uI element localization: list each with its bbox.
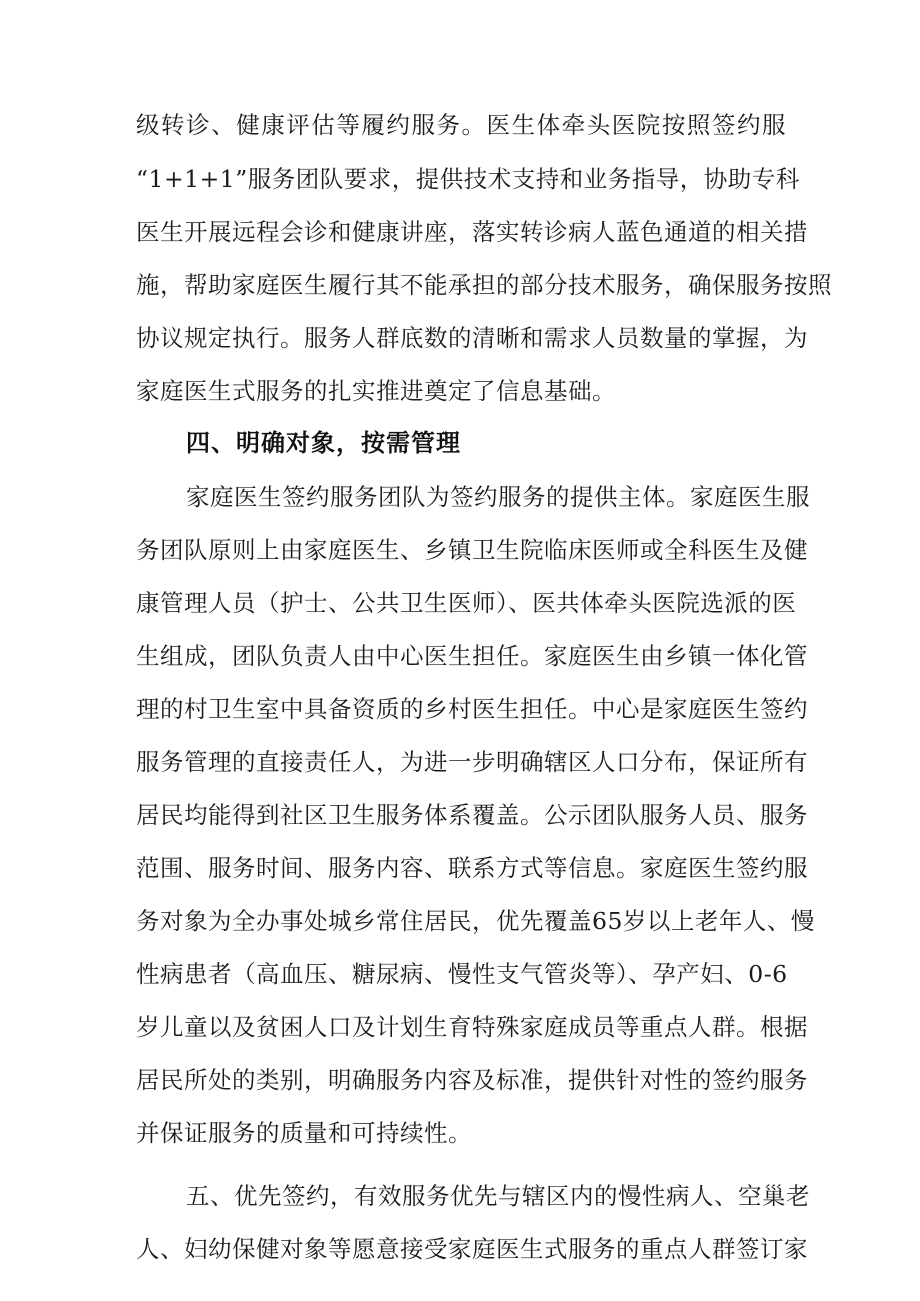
paragraph-1-line-2: “1+1+1”服务团队要求，提供技术支持和业务指导，协助专科 <box>136 165 800 193</box>
paragraph-2-line-9: 务对象为全办事处城乡常住居民，优先覆盖65岁以上老年人、慢 <box>136 907 815 935</box>
paragraph-1-line-6: 家庭医生式服务的扎实推进奠定了信息基础。 <box>136 377 616 405</box>
paragraph-2-line-5: 理的村卫生室中具备资质的乡村医生担任。中心是家庭医生签约 <box>136 695 808 723</box>
paragraph-2-line-2: 务团队原则上由家庭医生、乡镇卫生院临床医师或全科医生及健 <box>136 536 808 564</box>
paragraph-1-line-3: 医生开展远程会诊和健康讲座，落实转诊病人蓝色通道的相关措 <box>136 218 808 246</box>
paragraph-3-line-2: 人、妇幼保健对象等愿意接受家庭医生式服务的重点人群签订家 <box>136 1235 808 1263</box>
paragraph-2-line-12: 居民所处的类别，明确服务内容及标准，提供针对性的签约服务 <box>136 1066 808 1094</box>
paragraph-2-line-13: 并保证服务的质量和可持续性。 <box>136 1119 472 1147</box>
paragraph-2-line-4: 生组成，团队负责人由中心医生担任。家庭医生由乡镇一体化管 <box>136 642 808 670</box>
paragraph-2-line-6: 服务管理的直接责任人，为进一步明确辖区人口分布，保证所有 <box>136 748 808 776</box>
paragraph-2-line-10: 性病患者（高血压、糖尿病、慢性支气管炎等）、孕产妇、0-6 <box>136 960 788 988</box>
paragraph-3-line-1: 五、优先签约，有效服务优先与辖区内的慢性病人、空巢老 <box>186 1182 810 1210</box>
paragraph-1-line-4: 施，帮助家庭医生履行其不能承担的部分技术服务，确保服务按照 <box>136 271 832 299</box>
paragraph-2-line-1: 家庭医生签约服务团队为签约服务的提供主体。家庭医生服 <box>186 483 810 511</box>
paragraph-1-line-1: 级转诊、健康评估等履约服务。医生体牵头医院按照签约服 <box>136 111 786 139</box>
paragraph-2-line-8: 范围、服务时间、服务内容、联系方式等信息。家庭医生签约服 <box>136 854 808 882</box>
paragraph-2-line-3: 康管理人员（护士、公共卫生医师）、医共体牵头医院选派的医 <box>136 589 797 617</box>
section-4-heading: 四、明确对象，按需管理 <box>186 429 461 457</box>
paragraph-2-line-7: 居民均能得到社区卫生服务体系覆盖。公示团队服务人员、服务 <box>136 801 808 829</box>
paragraph-2-line-11: 岁儿童以及贫困人口及计划生育特殊家庭成员等重点人群。根据 <box>136 1013 808 1041</box>
paragraph-1-line-5: 协议规定执行。服务人群底数的清晰和需求人员数量的掌握，为 <box>136 324 808 352</box>
